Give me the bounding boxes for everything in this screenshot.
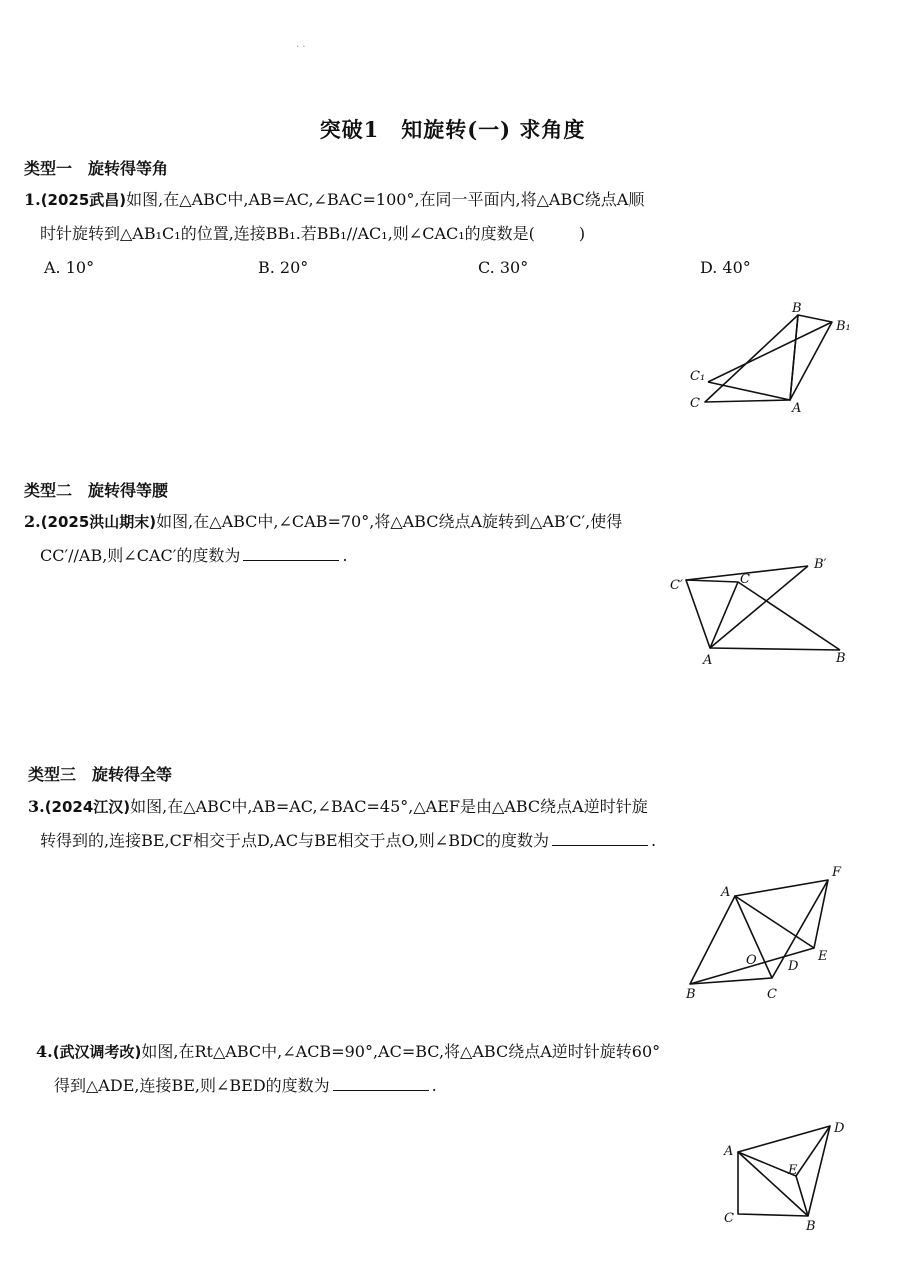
question-1-text-2: 时针旋转到△AB₁C₁的位置,连接BB₁.若BB₁//AC₁,则∠CAC₁的度数是( — [40, 224, 535, 243]
option-b[interactable]: B. 20° — [258, 258, 309, 277]
fig4-label-c: C — [724, 1211, 734, 1226]
question-4-number: 4. — [36, 1042, 53, 1061]
question-4-text-2: 得到△ADE,连接BE,则∠BED的度数为 — [54, 1076, 330, 1095]
fig4-triangle-acb — [738, 1152, 808, 1216]
fig2-label-c: C — [740, 572, 750, 587]
fig1-side-b1c1 — [708, 322, 832, 382]
fig3-label-d: D — [788, 959, 799, 974]
question-3-number: 3. — [28, 797, 45, 816]
question-4-period: . — [431, 1076, 437, 1095]
fig3-label-b: B — [686, 987, 696, 1002]
question-2-text-1: 如图,在△ABC中,∠CAB=70°,将△ABC绕点A旋转到△AB′C′,使得 — [156, 512, 623, 531]
figure-1 — [705, 315, 832, 402]
fig4-segment-db — [808, 1126, 830, 1216]
fig2-side-abp — [710, 566, 808, 648]
fig3-label-c: C — [767, 987, 777, 1002]
section-heading-1: 类型一 旋转得等角 — [24, 159, 169, 178]
question-3-line-2 — [40, 831, 656, 851]
fig2-triangle-acc — [686, 580, 738, 648]
question-2-source: (2025洪山期末) — [40, 513, 157, 531]
fig2-side-cb — [738, 582, 840, 650]
question-2-number: 2. — [24, 512, 41, 531]
question-2-line-2 — [40, 546, 347, 566]
fig1-label-c: C — [690, 396, 700, 411]
question-4-line-2 — [54, 1076, 437, 1096]
fig1-label-b1: B₁ — [836, 319, 851, 334]
top-marks: · · — [296, 42, 306, 53]
fig3-label-f: F — [832, 865, 842, 880]
option-a[interactable]: A. 10° — [44, 258, 95, 277]
option-c[interactable]: C. 30° — [478, 258, 529, 277]
fig1-label-a: A — [792, 401, 802, 416]
question-3-period: . — [651, 831, 657, 850]
question-1-number: 1. — [24, 190, 41, 209]
answer-blank-2[interactable] — [243, 546, 339, 561]
question-3-text-2: 转得到的,连接BE,CF相交于点D,AC与BE相交于点O,则∠BDC的度数为 — [40, 831, 550, 850]
question-3-text-1: 如图,在△ABC中,AB=AC,∠BAC=45°,△AEF是由△ABC绕点A逆时针旋 — [130, 797, 648, 816]
section-heading-3: 类型三 旋转得全等 — [28, 765, 173, 784]
answer-blank-3[interactable] — [552, 831, 648, 846]
question-3-source: (2024江汉) — [44, 798, 131, 816]
fig2-side-ab — [710, 648, 840, 650]
fig3-triangle-aef — [735, 880, 828, 948]
fig3-label-e: E — [818, 949, 828, 964]
fig2-label-a: A — [703, 653, 713, 668]
option-d[interactable]: D. 40° — [700, 258, 751, 277]
fig4-label-d: D — [834, 1121, 845, 1136]
fig4-triangle-ade — [738, 1126, 830, 1176]
question-2-line-1 — [24, 512, 622, 532]
page-title: 突破1 知旋转(一) 求角度 — [319, 117, 586, 142]
question-1-source: (2025武昌) — [40, 191, 127, 209]
fig4-label-b: B — [806, 1219, 816, 1234]
answer-blank-4[interactable] — [333, 1076, 429, 1091]
fig1-side-c1a — [708, 382, 790, 400]
figure-3 — [690, 880, 828, 984]
question-4-source: (武汉调考改) — [52, 1043, 142, 1061]
fig4-label-e: E — [788, 1163, 798, 1178]
section-heading-2: 类型二 旋转得等腰 — [24, 481, 169, 500]
question-2-text-2: CC′//AB,则∠CAC′的度数为 — [40, 546, 241, 565]
fig3-triangle-abc — [690, 896, 772, 984]
fig2-label-b: B — [836, 651, 846, 666]
question-4-text-1: 如图,在Rt△ABC中,∠ACB=90°,AC=BC,将△ABC绕点A逆时针旋转60° — [141, 1042, 661, 1061]
fig2-label-cp: C′ — [670, 578, 683, 593]
question-1-text-2-close: ) — [578, 224, 586, 243]
fig2-label-bp: B′ — [814, 557, 827, 572]
question-4-line-1 — [36, 1042, 660, 1062]
fig1-triangle-abc — [705, 315, 798, 402]
question-1-text-1: 如图,在△ABC中,AB=AC,∠BAC=100°,在同一平面内,将△ABC绕点A顺 — [126, 190, 645, 209]
question-3-line-1 — [28, 797, 648, 817]
fig3-label-a: A — [721, 885, 731, 900]
figure-4 — [738, 1126, 830, 1216]
figure-2 — [686, 566, 840, 650]
fig1-label-b: B — [792, 301, 802, 316]
fig4-label-a: A — [724, 1144, 734, 1159]
fig1-label-c1: C₁ — [690, 369, 706, 384]
question-2-period: . — [342, 546, 348, 565]
fig3-label-o: O — [746, 953, 757, 968]
